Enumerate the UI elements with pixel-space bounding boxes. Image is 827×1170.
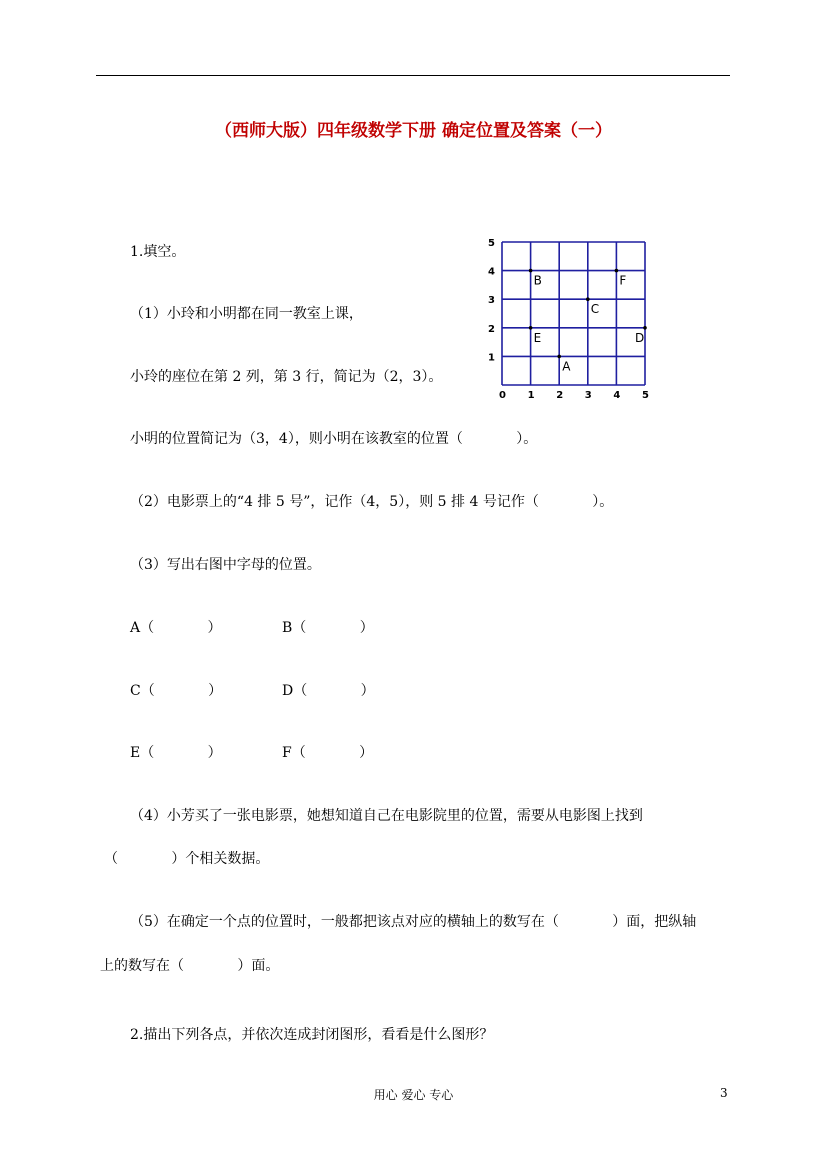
q1-part5-line2: 上的数写在（ ）面。 — [100, 958, 280, 974]
x-tick-label: 0 — [499, 390, 506, 401]
answer-b: B（ ） — [282, 620, 374, 636]
answer-c: C（ ） — [130, 683, 223, 699]
x-tick-label: 5 — [642, 390, 649, 401]
y-tick-label: 4 — [488, 266, 495, 278]
q1-part3: （3）写出右图中字母的位置。 — [130, 557, 321, 573]
q1-part4-line1: （4）小芳买了一张电影票，她想知道自己在电影院里的位置，需要从电影图上找到 — [130, 808, 643, 824]
answer-e: E（ ） — [130, 745, 222, 761]
grid-point-f — [615, 269, 619, 273]
q2-heading: 2.描出下列各点，并依次连成封闭图形，看看是什么图形？ — [130, 1027, 494, 1043]
grid-point-a — [557, 355, 561, 359]
x-tick-label: 4 — [613, 390, 621, 401]
q1-part2: （2）电影票上的“4 排 5 号”，记作（4，5），则 5 排 4 号记作（ ）。 — [130, 494, 614, 510]
y-tick-label: 2 — [488, 323, 495, 335]
y-tick-label: 3 — [488, 295, 495, 307]
grid-point-e — [529, 326, 533, 330]
grid-point-c — [586, 297, 590, 301]
grid-point-label: D — [635, 330, 645, 345]
footer-text: 用心 爱心 专心 — [373, 1088, 454, 1102]
q1-part1-line3: 小明的位置简记为（3，4），则小明在该教室的位置（ ）。 — [130, 431, 538, 447]
y-tick-label: 1 — [488, 352, 495, 364]
x-tick-label: 3 — [584, 390, 592, 401]
q1-part5-line1: （5）在确定一个点的位置时，一般都把该点对应的横轴上的数写在（ ）面，把纵轴 — [130, 914, 697, 930]
grid-point-label: B — [533, 273, 542, 288]
grid-point-label: E — [533, 330, 542, 345]
grid-point-label: C — [590, 302, 600, 317]
q1-part4-line2: （ ）个相关数据。 — [104, 851, 270, 867]
grid-point-b — [529, 269, 533, 273]
page-number: 3 — [720, 1086, 728, 1100]
q1-part1-line1: （1）小玲和小明都在同一教室上课， — [130, 306, 363, 322]
coordinate-grid — [484, 236, 654, 406]
header-rule — [96, 75, 730, 76]
q1-heading: 1.填空。 — [130, 244, 186, 260]
grid-point-label: F — [619, 273, 627, 288]
x-tick-label: 1 — [527, 390, 535, 401]
grid-point-d — [643, 326, 647, 330]
y-tick-label: 5 — [488, 238, 495, 249]
answer-a: A（ ） — [130, 620, 222, 636]
answer-d: D（ ） — [282, 683, 375, 699]
x-tick-label: 2 — [556, 390, 564, 401]
answer-f: F（ ） — [282, 745, 374, 761]
q1-part1-line2: 小玲的座位在第 2 列，第 3 行，简记为（2，3）。 — [130, 369, 443, 385]
grid-point-label: A — [562, 359, 571, 374]
page-title: （西师大版）四年级数学下册 确定位置及答案（一） — [215, 121, 612, 141]
